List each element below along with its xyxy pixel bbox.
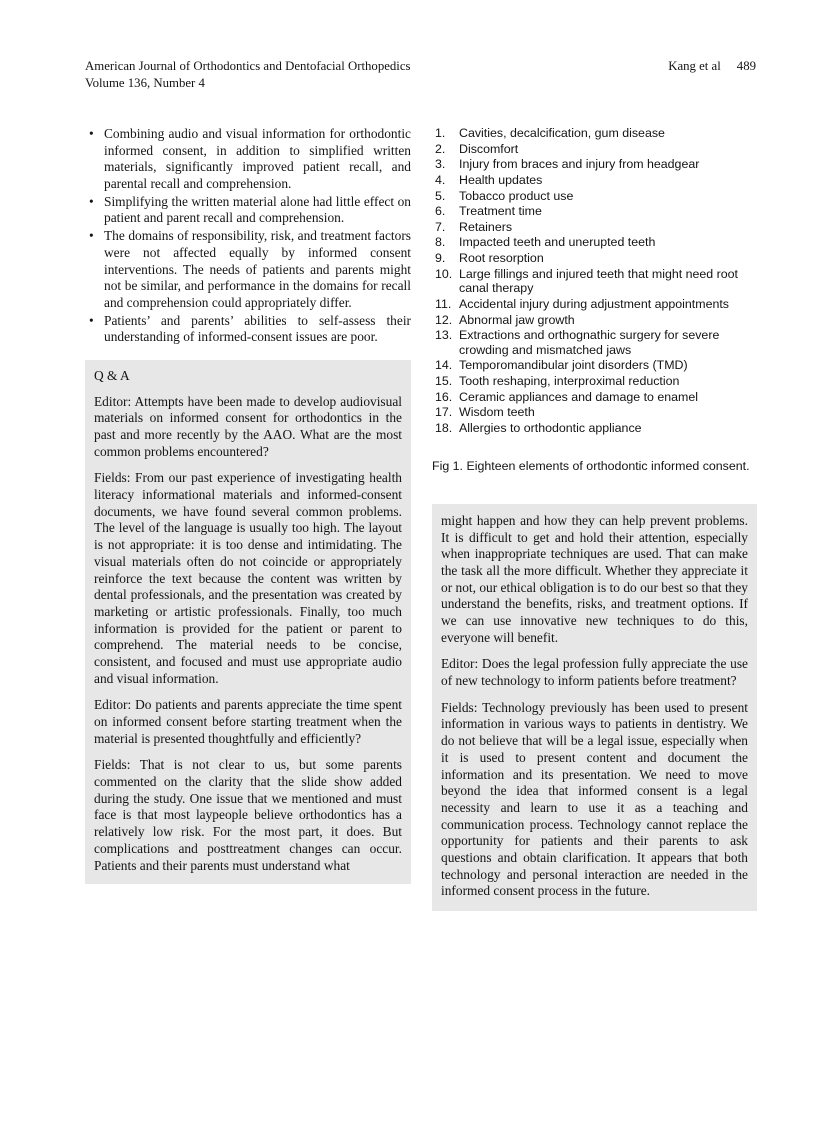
bullet-item: • Simplifying the written material alone had little effect on patient and parent recall and comprehension. [85, 194, 411, 227]
journal-title: American Journal of Orthodontics and Dentofacial Orthopedics [85, 59, 411, 73]
figure-item-number: 11. [435, 296, 452, 311]
figure-item-number: 14. [435, 358, 453, 373]
qa-paragraph [441, 700, 748, 900]
paragraph-text: Attempts have been made to develop audiovisual materials on informed consent for orthodontics in the past and more recently by the AAO. What are the most common problems encountered? [94, 393, 402, 459]
figure-item-text: Cavities, decalcification, gum disease [459, 126, 665, 140]
figure-list-item [435, 142, 757, 157]
figure-item-text: Impacted teeth and unerupted teeth [459, 235, 656, 250]
qa-paragraph [94, 394, 402, 461]
figure-item-number: 16. [435, 389, 453, 404]
figure-item-number: 1. [435, 126, 446, 140]
paragraph-text: That is not clear to us, but some parents commented on the clarity that the slide show added during the study. One issue that we mentioned and must face is that most laypeople believe orthodontics has a relatively low risk. For the most part, it does. But complications and posttreatment changes can occur. Patients and their parents must understand what [94, 757, 403, 873]
figure-list-item [435, 390, 757, 405]
figure-list-item [435, 173, 757, 188]
figure-item-number: 3. [435, 157, 446, 172]
figure-item-number: 18. [435, 420, 453, 435]
qa-paragraph [94, 757, 402, 874]
speaker-label: Fields: [94, 470, 131, 486]
figure-item-number: 9. [435, 251, 446, 265]
figure-item-text: Ceramic appliances and damage to enamel [459, 389, 699, 404]
bullet-item: • Patients’ and parents’ abilities to self-assess their understanding of informed-consent issues are poor. [85, 313, 411, 346]
journal-header [85, 58, 411, 92]
qa-paragraph [94, 470, 402, 687]
figure-list-item [435, 374, 757, 389]
citation-authors: Kang et al [668, 59, 721, 73]
figure-item-text: Temporomandibular joint disorders (TMD) [459, 358, 688, 373]
figure-item-text: Allergies to orthodontic appliance [459, 420, 642, 435]
figure-list-item [435, 421, 757, 436]
figure-item-text: Tobacco product use [459, 188, 574, 203]
figure-item-number: 5. [435, 188, 446, 203]
speaker-label: Editor: [441, 656, 479, 672]
figure-item-number: 13. [435, 328, 453, 343]
bullet-item: • The domains of responsibility, risk, and treatment factors were not affected equally by informed consent interventions. The needs of patients and parents might not be similar, and performance in the domains for recall and comprehension could appropriately differ. [85, 228, 411, 311]
figure-list-item [435, 189, 757, 204]
figure-list-item [435, 405, 757, 420]
speaker-label: Fields: [94, 757, 131, 773]
figure-item-number: 7. [435, 219, 446, 234]
qa-box-title: Q & A [94, 367, 130, 383]
figure-list-item [435, 204, 757, 219]
figure-item-text: Root resorption [459, 251, 544, 265]
qa-paragraph-continuation: might happen and how they can help prevent problems. It is difficult to get and hold their attention, especially when inappropriate techniques are used. That can make the task all the more difficult. Whether they appreciate it or not, our ethical obligation is to do our best so that they understand the benefits, risks, and treatment options. If we can use innovative new techniques to do this, everyone will benefit. [441, 512, 748, 645]
figure-item-text: Injury from braces and injury from headgear [459, 157, 700, 172]
figure-list-item [435, 328, 757, 357]
figure-list-item [435, 220, 757, 235]
figure-caption-text: Eighteen elements of orthodontic informed consent. [466, 458, 750, 473]
figure-list [432, 126, 757, 436]
figure-item-number: 8. [435, 235, 446, 250]
qa-box [85, 360, 411, 884]
figure-item-text: Discomfort [459, 141, 519, 156]
running-head [668, 58, 756, 75]
figure-item-number: 10. [435, 266, 453, 281]
figure-list-item [435, 313, 757, 328]
figure-list-item [435, 251, 757, 266]
figure-list-item [435, 297, 757, 312]
figure-item-text: Tooth reshaping, interproximal reduction [459, 374, 680, 388]
page-header [85, 58, 756, 92]
right-column [432, 126, 757, 911]
speaker-label: Editor: [94, 697, 132, 713]
paragraph-text: Does the legal profession fully appreciate the use of new technology to inform patients before treatment? [441, 656, 748, 689]
figure-caption-label: Fig 1. [432, 458, 463, 473]
figure-item-number: 6. [435, 204, 446, 219]
paragraph-text: From our past experience of investigating health literacy informational materials and informed-consent documents, we have found several common problems. The level of the language is usually too high. The layout is not appropriate: it is too dense and intimidating. The visual materials often do not coincide or appropriately reinforce the text because the content was written by dental professionals, and the presentation was created by marketing or artistic professionals. Finally, too much information is provided for the patient or parent to comprehend. The material needs to be concise, consistent, and focused and must use appropriate audio and visual information. [94, 470, 402, 686]
speaker-label: Fields: [441, 699, 478, 715]
figure-item-number: 4. [435, 172, 446, 187]
figure-item-text: Extractions and orthognathic surgery for severe crowding and mismatched jaws [459, 328, 720, 357]
bullet-item: • Combining audio and visual information for orthodontic informed consent, in addition to simplified written materials, significantly improved patient recall, and parental recall and comprehension. [85, 126, 411, 193]
figure-item-text: Abnormal jaw growth [459, 312, 575, 327]
figure-item-text: Accidental injury during adjustment appointments [459, 296, 729, 311]
figure-item-text: Treatment time [459, 204, 542, 219]
qa-paragraph [441, 656, 748, 689]
page-number: 489 [736, 59, 756, 73]
figure-item-number: 2. [435, 141, 446, 156]
figure-item-text: Health updates [459, 172, 543, 187]
figure-list-item [435, 126, 757, 141]
figure-list-item [435, 157, 757, 172]
figure-list-item [435, 358, 757, 373]
left-column [85, 126, 411, 884]
qa-box-continued [432, 504, 757, 911]
figure-list-item [435, 267, 757, 296]
speaker-label: Editor: [94, 393, 132, 409]
figure-item-text: Retainers [459, 219, 513, 234]
figure-item-number: 15. [435, 374, 453, 388]
summary-bullet-list [85, 126, 411, 346]
figure-item-number: 12. [435, 312, 453, 327]
figure-item-number: 17. [435, 405, 453, 420]
figure-list-item [435, 235, 757, 250]
figure-item-text: Wisdom teeth [459, 405, 535, 420]
figure-item-text: Large fillings and injured teeth that might need root canal therapy [459, 266, 738, 296]
paragraph-text: Technology previously has been used to present information in various ways to patients in dentistry. We do not believe that will be a legal issue, especially when it is used to present content and document the information and its presentation. We need to move beyond the idea that informed consent is a legal necessity and learn to use it as a teaching and communication process. Technology cannot replace the opportunity for patients and their parents to ask questions and obtain clarification. It appears that both technology and personal interaction are needed in the informed consent process in the future. [441, 699, 748, 899]
paragraph-text: Do patients and parents appreciate the time spent on informed consent before starting treatment when the material is presented thoughtfully and efficiently? [94, 697, 402, 746]
figure-caption [432, 458, 757, 474]
journal-volume: Volume 136, Number 4 [85, 75, 205, 90]
qa-paragraph [94, 697, 402, 747]
